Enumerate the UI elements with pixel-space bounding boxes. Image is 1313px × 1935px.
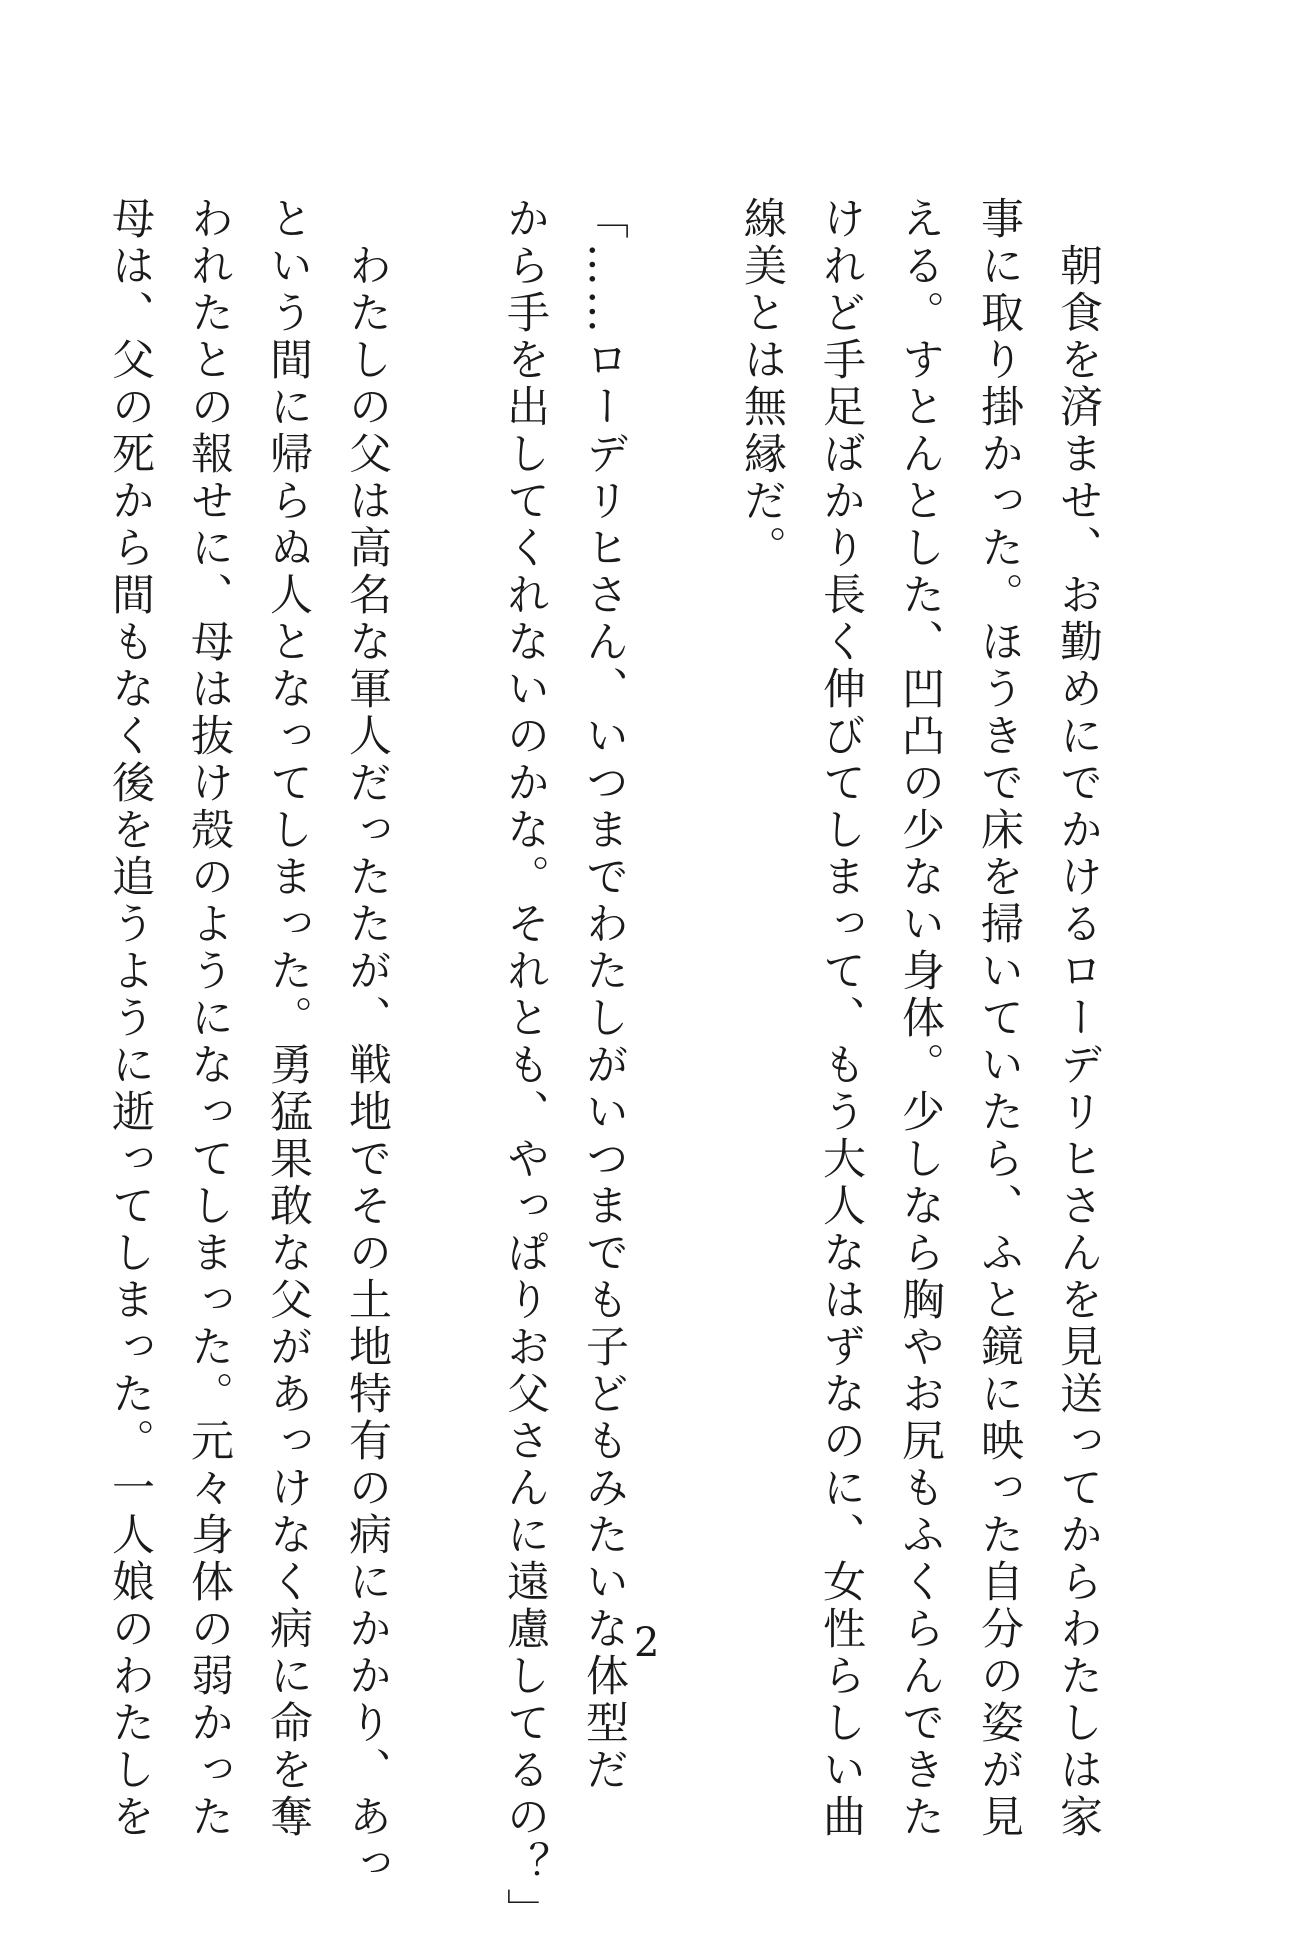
page-number: 2: [634, 1620, 660, 1666]
blank-line: [643, 196, 722, 1586]
text-line: える。すとんとした、凹凸の少ない身体。少しなら胸やお尻もふくらんできた: [895, 196, 945, 1841]
dialogue-line: 「……ローデリヒさん、いつまでわたしがいつまでも子どもみたいな体型だ: [579, 196, 629, 1794]
text-line: という間に帰らぬ人となってしまった。勇猛果敢な父があっけなく病に命を奪: [263, 196, 313, 1841]
text-line: 線美とは無縁だ。: [737, 196, 787, 572]
dialogue-line: から手を出してくれないのかな。それとも、やっぱりお父さんに遠慮してるの？」: [500, 196, 550, 1935]
text-line: 母は、父の死から間もなく後を追うように逝ってしまった。一人娘のわたしを: [105, 196, 155, 1841]
body-text: [90, 196, 1117, 1935]
text-line: けれど手足ばかり長く伸びてしまって、もう大人なはずなのに、女性らしい曲: [816, 196, 866, 1841]
text-line: わたしの父は高名な軍人だったたが、戦地でその土地特有の病にかかり、あっ: [342, 196, 392, 1888]
text-line: 事に取り掛かった。ほうきで床を掃いていたら、ふと鏡に映った自分の姿が見: [974, 196, 1024, 1841]
blank-line: [406, 196, 485, 1586]
text-line: 朝食を済ませ、お勤めにでかけるローデリヒさんを見送ってからわたしは家: [1053, 196, 1103, 1841]
text-line: われたとの報せに、母は抜け殻のようになってしまった。元々身体の弱かった: [184, 196, 234, 1841]
